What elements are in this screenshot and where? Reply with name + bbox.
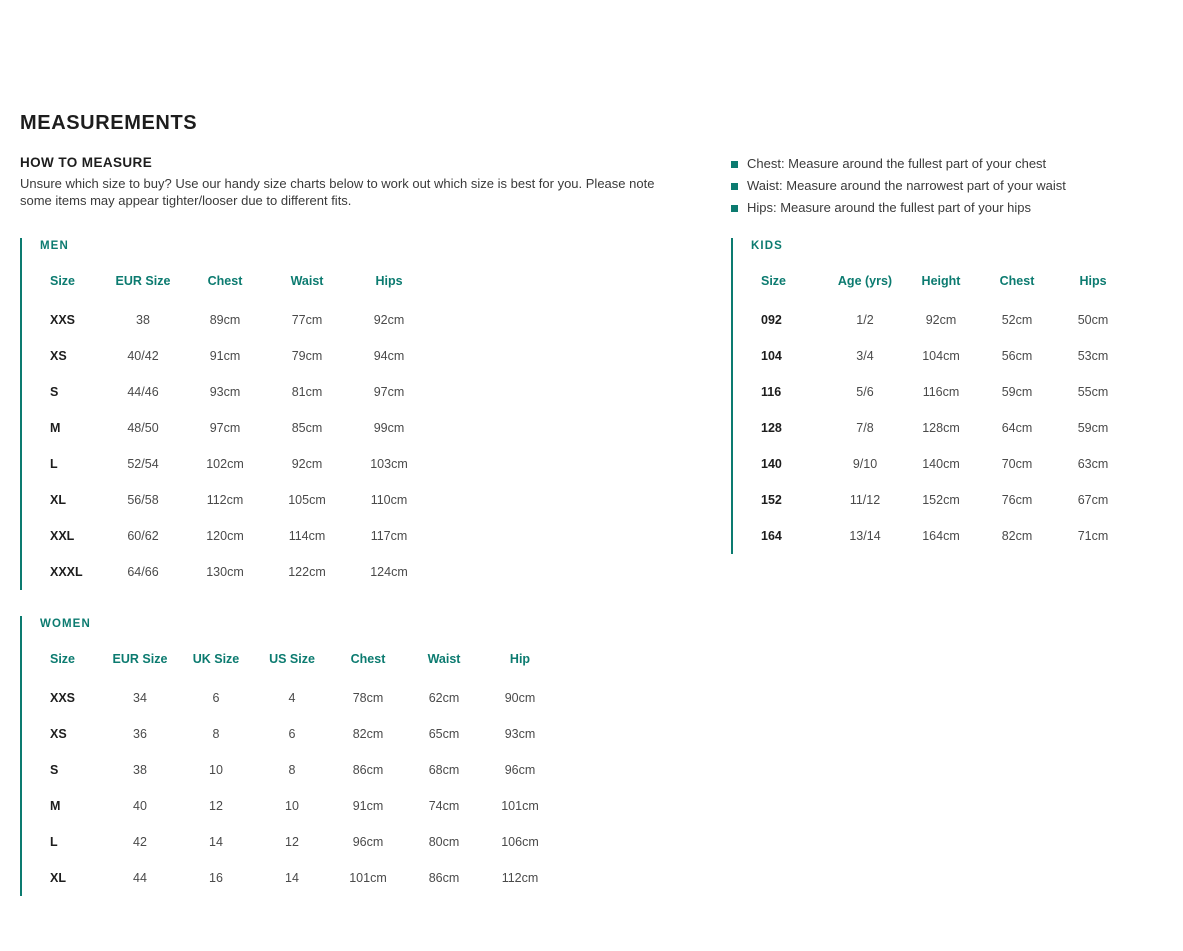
measurement-cell: 104cm (922, 349, 960, 363)
measurement-cell: 120cm (206, 529, 244, 543)
measurement-cell: 63cm (1077, 457, 1109, 471)
women-size-table (40, 646, 558, 896)
size-cell: XXS (50, 313, 76, 327)
measurement-cell: 40 (133, 799, 147, 813)
how-to-measure-body: Unsure which size to buy? Use our handy size charts below to work out which size is best for you. Please note some items may appear tighter/looser due to different fits. (20, 176, 655, 208)
measurement-cell: 106cm (501, 835, 539, 849)
column-header: Chest (999, 274, 1035, 288)
measurement-cell: 103cm (370, 457, 408, 471)
size-cell: 140 (761, 457, 782, 471)
measurement-cell: 99cm (373, 421, 405, 435)
table-row (40, 338, 430, 374)
measurement-cell: 50cm (1077, 313, 1109, 327)
size-cell: 164 (761, 529, 782, 543)
table-row (40, 716, 558, 752)
table-row (751, 410, 1131, 446)
measurement-cell: 86cm (428, 871, 460, 885)
measurement-cell: 44 (133, 871, 147, 885)
size-cell: 116 (761, 385, 782, 399)
measurement-cell: 96cm (504, 763, 536, 777)
measurement-cell: 65cm (428, 727, 460, 741)
measurement-cell: 10 (285, 799, 299, 813)
measurement-cell: 8 (288, 763, 296, 777)
size-cell: XS (50, 727, 67, 741)
column-header: Chest (350, 652, 386, 666)
measurement-cell: 97cm (373, 385, 405, 399)
size-cell: 152 (761, 493, 782, 507)
list-item (731, 156, 1161, 172)
measurement-cell: 10 (209, 763, 223, 777)
men-size-table-block (20, 238, 430, 590)
measurement-cell: 12 (209, 799, 223, 813)
table-body (40, 302, 430, 590)
table-row (751, 374, 1131, 410)
measurement-cell: 164cm (922, 529, 960, 543)
measurement-cell: 81cm (291, 385, 323, 399)
column-header: Chest (207, 274, 243, 288)
measurement-cell: 110cm (370, 493, 408, 507)
measurement-cell: 44/46 (127, 385, 159, 399)
measurement-cell: 6 (212, 691, 220, 705)
table-row (40, 446, 430, 482)
bullet-square-icon (731, 205, 738, 212)
table-header-row (40, 268, 430, 302)
column-header: EUR Size (112, 652, 168, 666)
table-header-row (40, 646, 558, 680)
table-row (40, 824, 558, 860)
measurement-cell: 85cm (291, 421, 323, 435)
tip-waist: Waist: Measure around the narrowest part of your waist (747, 178, 1066, 193)
size-cell: L (50, 835, 58, 849)
measurement-cell: 140cm (922, 457, 960, 471)
how-to-measure-title: HOW TO MEASURE (20, 155, 153, 170)
measurement-cell: 116cm (922, 385, 960, 399)
measurement-cell: 94cm (373, 349, 405, 363)
measurement-cell: 93cm (504, 727, 536, 741)
measurement-cell: 77cm (291, 313, 323, 327)
women-table-label: WOMEN (40, 618, 91, 630)
table-header-row (751, 268, 1131, 302)
column-header: US Size (269, 652, 315, 666)
table-row (751, 446, 1131, 482)
measurement-cell: 42 (133, 835, 147, 849)
size-cell: XXL (50, 529, 75, 543)
table-row (40, 752, 558, 788)
column-header: UK Size (192, 652, 240, 666)
measurement-cell: 40/42 (127, 349, 159, 363)
measurement-cell: 78cm (352, 691, 384, 705)
column-header: Age (yrs) (837, 274, 893, 288)
size-cell: L (50, 457, 58, 471)
measurement-cell: 16 (209, 871, 223, 885)
men-size-table (40, 268, 430, 590)
measurement-cell: 64cm (1001, 421, 1033, 435)
measurement-cell: 122cm (288, 565, 326, 579)
table-row (751, 518, 1131, 554)
table-row (751, 302, 1131, 338)
measurement-cell: 92cm (291, 457, 323, 471)
measurement-cell: 91cm (209, 349, 241, 363)
column-header: Height (921, 274, 961, 288)
size-cell: XS (50, 349, 67, 363)
measuring-tips-list (731, 156, 1161, 222)
measurement-cell: 36 (133, 727, 147, 741)
measurement-cell: 102cm (206, 457, 244, 471)
measurement-cell: 14 (285, 871, 299, 885)
measurement-cell: 38 (133, 763, 147, 777)
column-header: Size (50, 652, 76, 666)
measurement-cell: 13/14 (849, 529, 881, 543)
list-item (731, 200, 1161, 216)
table-row (40, 860, 558, 896)
measurement-cell: 5/6 (856, 385, 874, 399)
measurement-cell: 64/66 (127, 565, 159, 579)
measurement-cell: 130cm (206, 565, 244, 579)
measurement-cell: 68cm (428, 763, 460, 777)
table-header (40, 268, 430, 302)
column-header: Size (761, 274, 787, 288)
bullet-square-icon (731, 161, 738, 168)
measurement-cell: 3/4 (856, 349, 874, 363)
kids-size-table-block (731, 238, 1131, 554)
table-row (40, 302, 430, 338)
measurement-cell: 93cm (209, 385, 241, 399)
page-title: MEASUREMENTS (20, 112, 198, 134)
size-cell: M (50, 799, 61, 813)
table-row (40, 788, 558, 824)
size-cell: XXS (50, 691, 76, 705)
measurement-cell: 59cm (1001, 385, 1033, 399)
measurement-cell: 89cm (209, 313, 241, 327)
column-header: Hips (375, 274, 403, 288)
size-cell: 104 (761, 349, 782, 363)
measurement-cell: 52cm (1001, 313, 1033, 327)
measurement-cell: 117cm (370, 529, 408, 543)
measurement-cell: 53cm (1077, 349, 1109, 363)
measurement-cell: 48/50 (127, 421, 159, 435)
size-cell: S (50, 385, 59, 399)
list-item (731, 178, 1161, 194)
size-cell: S (50, 763, 59, 777)
measurement-cell: 96cm (352, 835, 384, 849)
column-header: EUR Size (115, 274, 171, 288)
measurement-cell: 152cm (922, 493, 960, 507)
measurement-cell: 12 (285, 835, 299, 849)
measurement-cell: 11/12 (849, 493, 881, 507)
measurement-cell: 114cm (288, 529, 326, 543)
measurement-cell: 82cm (1001, 529, 1033, 543)
measurement-cell: 91cm (352, 799, 384, 813)
men-table-label: MEN (40, 240, 69, 252)
measurement-cell: 34 (133, 691, 147, 705)
measurement-cell: 9/10 (852, 457, 878, 471)
column-header: Size (50, 274, 76, 288)
measurement-cell: 52/54 (127, 457, 159, 471)
size-cell: 128 (761, 421, 782, 435)
kids-table-label: KIDS (751, 240, 783, 252)
table-row (40, 680, 558, 716)
measurement-cell: 105cm (288, 493, 326, 507)
measurement-cell: 62cm (428, 691, 460, 705)
table-body (751, 302, 1131, 554)
measurement-cell: 92cm (373, 313, 405, 327)
measurement-cell: 70cm (1001, 457, 1033, 471)
measurement-cell: 1/2 (856, 313, 874, 327)
measurement-cell: 80cm (428, 835, 460, 849)
measurement-cell: 92cm (925, 313, 957, 327)
measurement-cell: 86cm (352, 763, 384, 777)
measurement-cell: 60/62 (127, 529, 159, 543)
measurement-cell: 101cm (501, 799, 539, 813)
column-header: Waist (427, 652, 461, 666)
measurement-cell: 74cm (428, 799, 460, 813)
measurement-cell: 59cm (1077, 421, 1109, 435)
measurement-cell: 112cm (501, 871, 539, 885)
table-header (40, 646, 558, 680)
measurement-cell: 112cm (206, 493, 244, 507)
size-cell: M (50, 421, 61, 435)
measurement-cell: 7/8 (856, 421, 874, 435)
measurement-cell: 124cm (370, 565, 408, 579)
measurement-cell: 90cm (504, 691, 536, 705)
table-row (40, 374, 430, 410)
measurement-cell: 101cm (349, 871, 387, 885)
tip-hips: Hips: Measure around the fullest part of your hips (747, 200, 1031, 215)
table-row (40, 410, 430, 446)
measurement-cell: 56/58 (127, 493, 159, 507)
women-size-table-block (20, 616, 558, 896)
bullet-square-icon (731, 183, 738, 190)
measurement-cell: 14 (209, 835, 223, 849)
measurement-cell: 8 (212, 727, 220, 741)
measurement-cell: 128cm (922, 421, 960, 435)
column-header: Hip (509, 652, 531, 666)
kids-size-table (751, 268, 1131, 554)
tip-chest: Chest: Measure around the fullest part of your chest (747, 156, 1047, 171)
table-row (40, 518, 430, 554)
measurement-cell: 4 (288, 691, 296, 705)
measurement-cell: 38 (136, 313, 150, 327)
table-header (751, 268, 1131, 302)
size-cell: XL (50, 493, 66, 507)
table-row (40, 482, 430, 518)
measurement-cell: 55cm (1077, 385, 1109, 399)
measurement-cell: 56cm (1001, 349, 1033, 363)
measurement-cell: 82cm (352, 727, 384, 741)
table-row (751, 338, 1131, 374)
measurement-cell: 71cm (1077, 529, 1109, 543)
table-row (40, 554, 430, 590)
measurement-cell: 6 (288, 727, 296, 741)
size-cell: 092 (761, 313, 782, 327)
size-cell: XL (50, 871, 66, 885)
measurement-cell: 76cm (1001, 493, 1033, 507)
measurement-cell: 67cm (1077, 493, 1109, 507)
table-body (40, 680, 558, 896)
table-row (751, 482, 1131, 518)
measurement-cell: 97cm (209, 421, 241, 435)
column-header: Waist (290, 274, 324, 288)
size-cell: XXXL (50, 565, 83, 579)
measurement-cell: 79cm (291, 349, 323, 363)
column-header: Hips (1079, 274, 1107, 288)
